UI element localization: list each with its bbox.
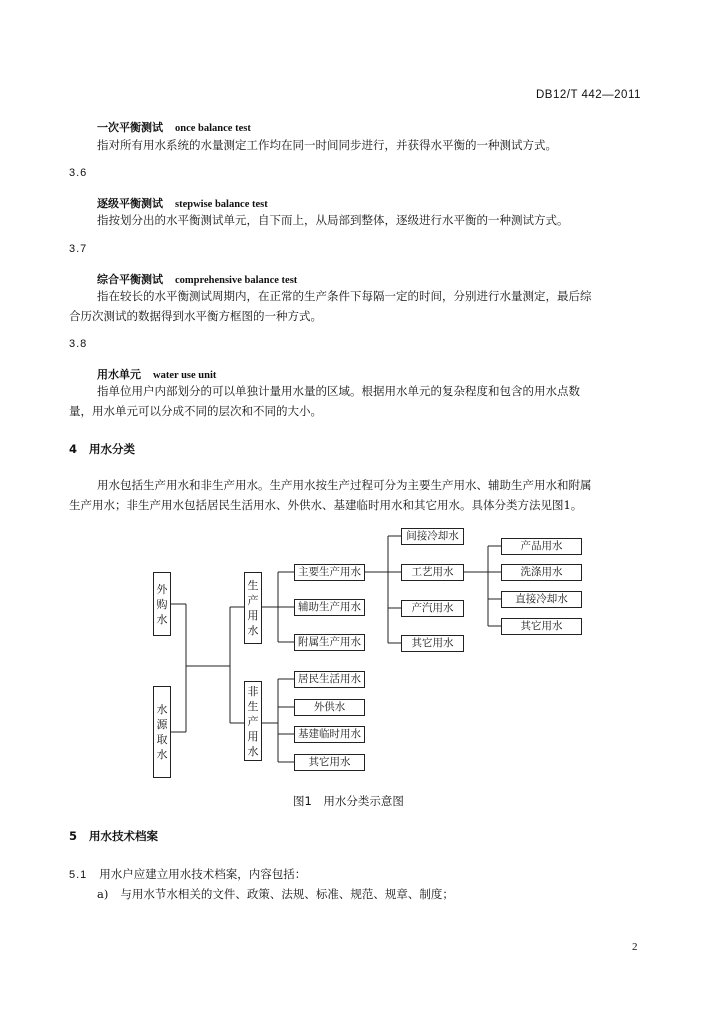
clause-5-1 xyxy=(69,866,306,882)
section-number-3-6: 3.6 xyxy=(69,167,88,179)
construction-temporary-water-box: 基建临时用水 xyxy=(294,726,365,743)
term-cn: 综合平衡测试 xyxy=(97,273,163,286)
clause-number: 5.1 xyxy=(69,869,88,881)
auxiliary-production-water-box: 辅助生产用水 xyxy=(294,599,365,616)
section-number: 5 xyxy=(69,829,78,843)
other-nonproduction-water-box: 其它用水 xyxy=(294,754,365,771)
definition-water-use-unit-line1: 指单位用户内部划分的可以单独计量用水量的区域。根据用水单元的复杂程度和包含的用水点数 xyxy=(97,384,580,398)
paragraph-water-classification-line2: 生产用水；非生产用水包括居民生活用水、外供水、基建临时用水和其它用水。具体分类方法见图1。 xyxy=(69,498,583,512)
definition-once-balance-test: 指对所有用水系统的水量测定工作均在同一时间同步进行，并获得水平衡的一种测试方式。 xyxy=(97,138,557,152)
figure-caption: 图1 用水分类示意图 xyxy=(293,794,404,808)
source-intake-water-box: 水 源 取 水 xyxy=(153,686,171,778)
other-process-water-box: 其它用水 xyxy=(501,618,582,635)
list-item-label: a) xyxy=(97,887,109,901)
term-cn: 用水单元 xyxy=(97,368,141,381)
section-number-3-7: 3.7 xyxy=(69,243,88,255)
process-water-box: 工艺用水 xyxy=(401,564,464,581)
list-item-a xyxy=(97,886,454,902)
direct-cooling-water-box: 直接冷却水 xyxy=(501,591,582,608)
other-production-water-box: 其它用水 xyxy=(401,635,464,652)
production-water-box: 生 产 用 水 xyxy=(244,572,262,644)
section-title: 用水分类 xyxy=(89,442,136,456)
definition-water-use-unit-line2: 量，用水单元可以分成不同的层次和不同的大小。 xyxy=(69,404,322,418)
definition-stepwise-balance-test: 指按划分出的水平衡测试单元，自下而上，从局部到整体，逐级进行水平衡的一种测试方式。 xyxy=(97,213,569,227)
term-cn: 逐级平衡测试 xyxy=(97,197,163,210)
washing-water-box: 洗涤用水 xyxy=(501,564,582,581)
definition-comprehensive-line2: 合历次测试的数据得到水平衡方框图的一种方式。 xyxy=(69,309,322,323)
indirect-cooling-water-box: 间接冷却水 xyxy=(401,528,464,545)
section-number: 4 xyxy=(69,442,78,456)
term-cn: 一次平衡测试 xyxy=(97,121,163,134)
page-number: 2 xyxy=(632,941,638,953)
term-en: stepwise balance test xyxy=(175,199,268,210)
residential-water-box: 居民生活用水 xyxy=(294,671,365,688)
section-number-3-8: 3.8 xyxy=(69,338,88,350)
attached-production-water-box: 附属生产用水 xyxy=(294,634,365,651)
purchased-water-box: 外 购 水 xyxy=(153,572,171,636)
document-code: DB12/T 442—2011 xyxy=(536,89,641,101)
external-supply-water-box: 外供水 xyxy=(294,699,365,716)
steam-water-box: 产汽用水 xyxy=(401,600,464,617)
term-en: comprehensive balance test xyxy=(175,275,298,286)
definition-comprehensive-line1: 指在较长的水平衡测试周期内，在正常的生产条件下每隔一定的时间，分别进行水量测定，最后综 xyxy=(97,289,592,303)
non-production-water-box: 非 生 产 用 水 xyxy=(244,681,262,761)
product-water-box: 产品用水 xyxy=(501,538,582,555)
term-en: water use unit xyxy=(153,370,217,381)
section-title: 用水技术档案 xyxy=(89,829,159,843)
clause-text: 用水户应建立用水技术档案，内容包括： xyxy=(99,867,307,881)
list-item-text: 与用水节水相关的文件、政策、法规、标准、规范、规章、制度； xyxy=(120,887,454,901)
paragraph-water-classification-line1: 用水包括生产用水和非生产用水。生产用水按生产过程可分为主要生产用水、辅助生产用水和附属 xyxy=(97,478,592,492)
section-heading-5 xyxy=(69,828,158,844)
main-production-water-box: 主要生产用水 xyxy=(294,564,365,581)
term-en: once balance test xyxy=(175,123,251,134)
